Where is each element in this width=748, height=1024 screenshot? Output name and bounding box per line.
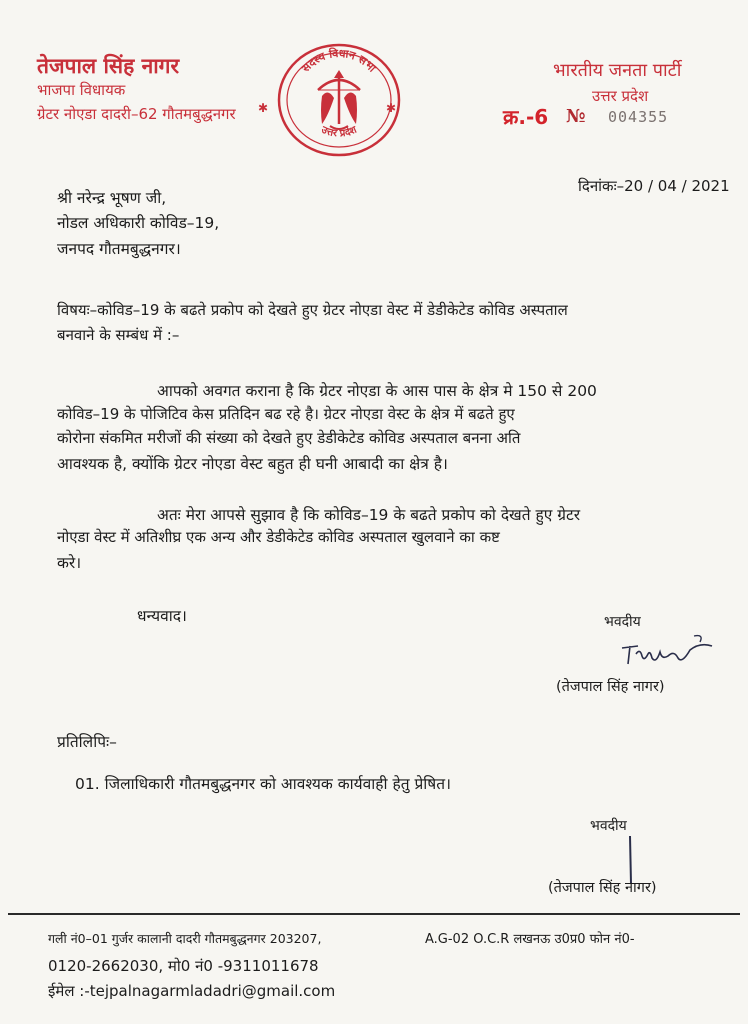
footer-phone: 0120-2662030, मो0 नं0 -9311011678	[48, 957, 319, 975]
serial-number: 004355	[608, 108, 669, 126]
party-state: उत्तर प्रदेश	[592, 87, 649, 105]
copy-item-1: 01. जिलाधिकारी गौतमबुद्धनगर को आवश्यक कार्यवाही हेतु प्रेषित।	[75, 775, 451, 793]
signature-1-icon	[616, 630, 716, 672]
recipient-line-3: जनपद गौतमबुद्धनगर।	[57, 240, 181, 258]
mla-designation: भाजपा विधायक	[37, 81, 126, 99]
signatory-name-2: (तेजपाल सिंह नागर)	[548, 880, 657, 896]
para1-line-1: आपको अवगत कराना है कि ग्रेटर नोएडा के आस पास के क्षेत्र मे 150 से 200	[157, 382, 597, 400]
svg-text:उत्तर प्रदेश	[319, 124, 360, 139]
mla-constituency: ग्रेटर नोएडा दादरी–62 गौतमबुद्धनगर	[37, 105, 236, 123]
recipient-line-1: श्री नरेन्द्र भूषण जी,	[57, 189, 167, 207]
mla-name: तेजपाल सिंह नागर	[37, 54, 180, 78]
assembly-seal-icon	[276, 42, 402, 158]
recipient-line-2: नोडल अधिकारी कोविड–19,	[57, 214, 220, 232]
subject-line-2: बनवाने के सम्बंध में :–	[57, 326, 180, 344]
para1-line-4: आवश्यक है, क्योंकि ग्रेटर नोएडा वेस्ट बहुत ही घनी आबादी का क्षेत्र है।	[57, 455, 448, 473]
para2-line-1: अतः मेरा आपसे सुझाव है कि कोविड–19 के बढते प्रकोप को देखते हुए ग्रेटर	[157, 506, 581, 524]
seal-star-right-icon: ✱	[386, 101, 397, 115]
copy-label: प्रतिलिपिः–	[57, 733, 117, 751]
footer-address: गली नं0–01 गुर्जर कालानी दादरी गौतमबुद्धनगर 203207,	[48, 931, 322, 946]
para1-line-3: कोरोना संकमित मरीजों की संख्या को देखते हुए डेडीकेटेड कोविड अस्पताल बनना अति	[57, 429, 521, 447]
seal-top-text: सदस्य विधान सभा	[299, 46, 379, 75]
party-name: भारतीय जनता पार्टी	[553, 60, 682, 81]
serial-prefix: क्र.-6	[503, 105, 549, 129]
para1-line-2: कोविड–19 के पोजिटिव केस प्रतिदिन बढ रहे है। ग्रेटर नोएडा वेस्ट के क्षेत्र में बढते हुए	[57, 405, 515, 423]
subject-line-1: विषयः–कोविड–19 के बढते प्रकोप को देखते हुए ग्रेटर नोएडा वेस्ट में डेडीकेटेड कोविड अस्पताल	[57, 301, 568, 319]
signatory-name-1: (तेजपाल सिंह नागर)	[556, 679, 665, 695]
para2-line-2: नोएडा वेस्ट में अतिशीघ्र एक अन्य और डेडीकेटेड कोविड अस्पताल खुलवाने का कष्ट	[57, 528, 500, 546]
thanks-text: धन्यवाद।	[137, 607, 187, 625]
seal-star-left-icon: ✱	[258, 101, 269, 115]
para2-line-3: करे।	[57, 554, 82, 572]
letter-date: दिनांकः–20 / 04 / 2021	[578, 177, 730, 195]
serial-no-label: №	[566, 106, 586, 127]
footer-office: A.G-02 O.C.R लखनऊ उ0प्र0 फोन नं0-	[425, 932, 635, 947]
footer-divider	[8, 913, 740, 915]
closing-2: भवदीय	[590, 818, 627, 834]
closing-1: भवदीय	[604, 614, 641, 630]
seal-bottom-text: उत्तर प्रदेश	[319, 124, 359, 140]
footer-email: ईमेल :-tejpalnagarmladadri@gmail.com	[48, 982, 336, 1000]
